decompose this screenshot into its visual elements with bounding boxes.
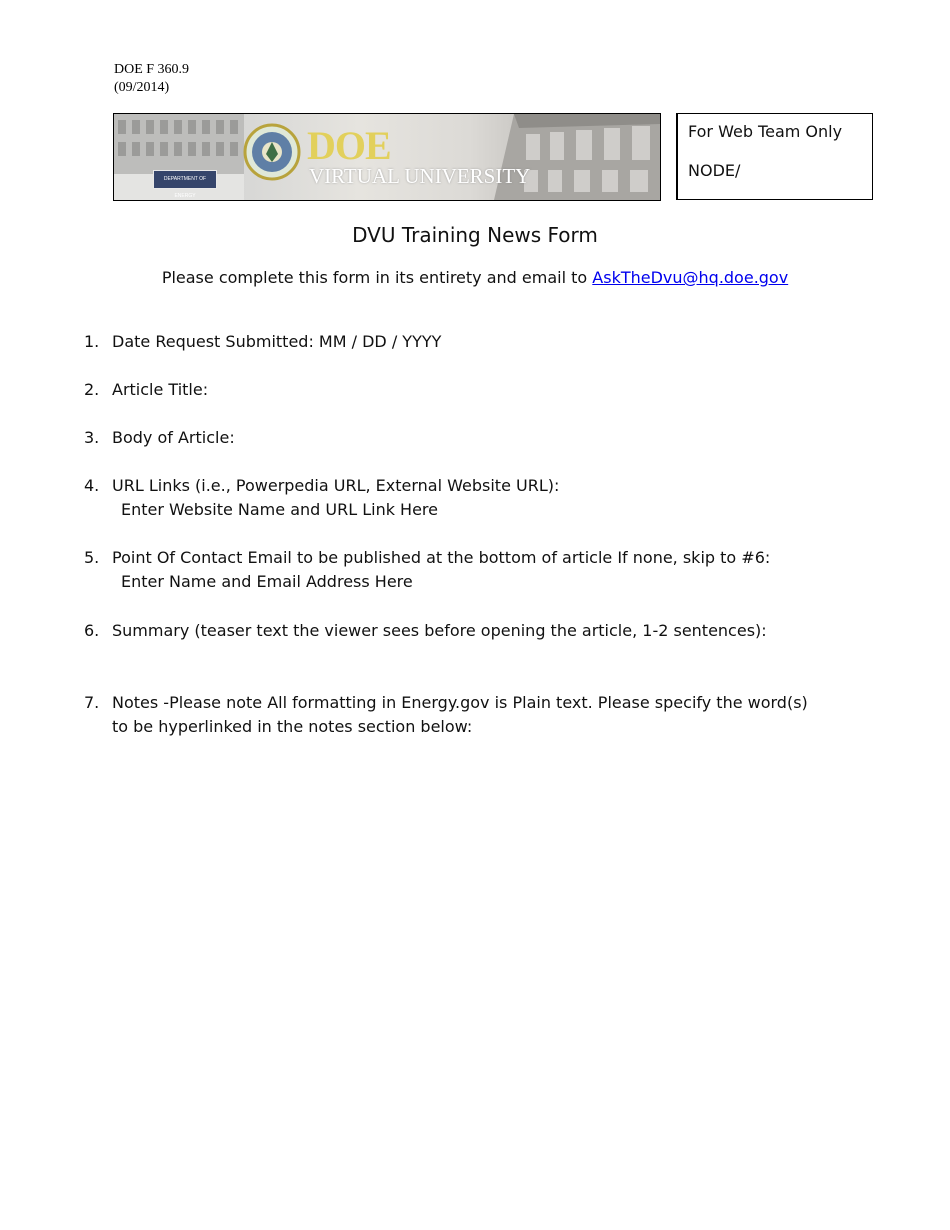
doe-logo-text: DOE <box>307 123 391 168</box>
contact-email-field[interactable]: Enter Name and Email Address Here <box>121 572 413 591</box>
item-number: 2. <box>84 380 100 399</box>
item-number: 3. <box>84 428 100 447</box>
item-label: URL Links (i.e., Powerpedia URL, External Website URL): <box>112 476 560 495</box>
item-label: Date Request Submitted: MM / DD / YYYY <box>112 332 442 351</box>
item-number: 6. <box>84 621 100 640</box>
item-number: 4. <box>84 476 100 495</box>
instructions-text: Please complete this form in its entirety and email to <box>161 268 593 287</box>
web-team-box <box>676 113 873 200</box>
item-label: Notes -Please note All formatting in Energy.gov is Plain text. Please specify the word(s) <box>112 693 808 712</box>
doe-virtual-university-banner <box>113 113 661 201</box>
item-number: 7. <box>84 693 100 712</box>
instructions <box>0 268 950 287</box>
department-sign: DEPARTMENT OF ENERGY <box>153 170 217 189</box>
item-label: Body of Article: <box>112 428 235 447</box>
item-number: 5. <box>84 548 100 567</box>
url-links-field[interactable]: Enter Website Name and URL Link Here <box>121 500 438 519</box>
form-id <box>114 61 189 97</box>
item-label: Point Of Contact Email to be published at the bottom of article If none, skip to #6: <box>112 548 771 567</box>
node-label: NODE/ <box>688 161 741 180</box>
web-team-label: For Web Team Only <box>688 122 843 141</box>
item-label-continued: to be hyperlinked in the notes section below: <box>112 717 473 736</box>
form-date: (09/2014) <box>114 80 170 95</box>
item-number: 1. <box>84 332 100 351</box>
item-label: Summary (teaser text the viewer sees before opening the article, 1-2 sentences): <box>112 621 767 640</box>
form-number: DOE F 360.9 <box>114 62 190 77</box>
item-label: Article Title: <box>112 380 209 399</box>
email-link[interactable]: AskTheDvu@hq.doe.gov <box>592 268 789 287</box>
virtual-university-text: VIRTUAL UNIVERSITY <box>309 164 531 188</box>
page-title: DVU Training News Form <box>352 223 598 247</box>
